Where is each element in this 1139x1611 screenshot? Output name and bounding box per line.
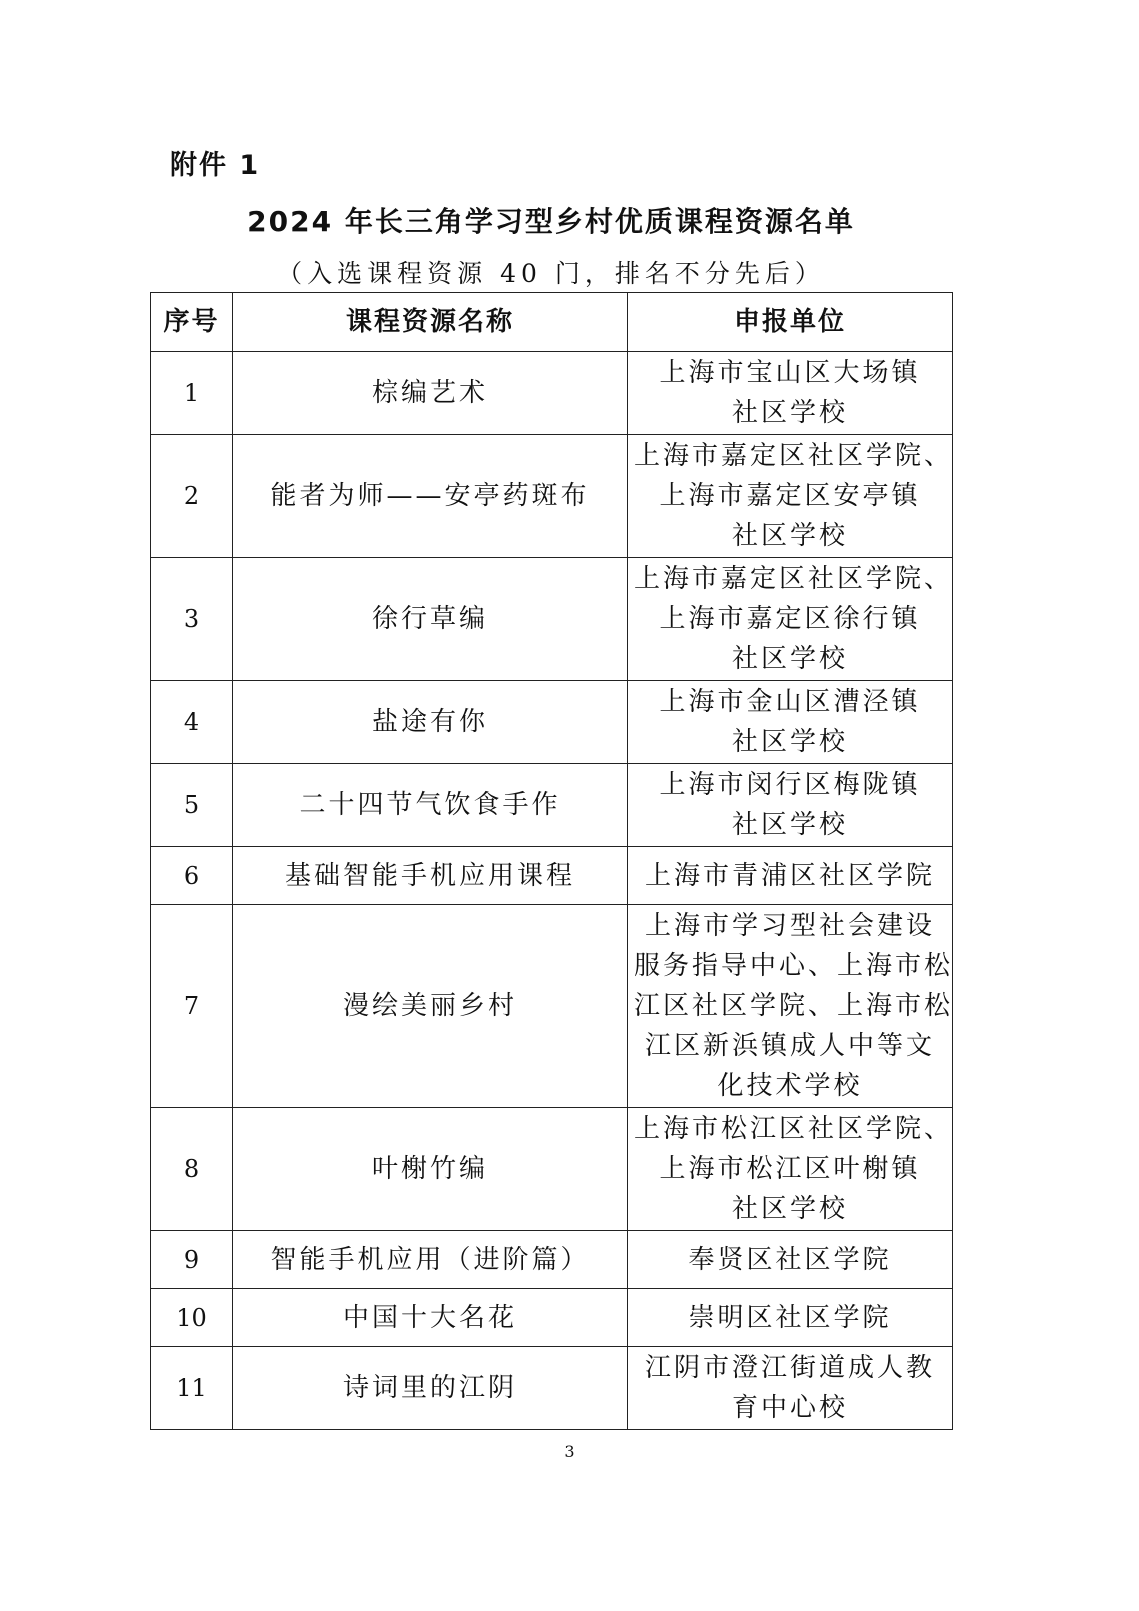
applicant-unit (628, 905, 953, 1108)
applicant-unit-line: 服务指导中心、上海市松 (634, 951, 954, 981)
applicant-unit-line: 上海市青浦区社区学院 (644, 860, 935, 891)
course-resource-table (150, 292, 953, 1430)
course-name: 漫绘美丽乡村 (233, 905, 628, 1108)
applicant-unit-line: 育中心校 (731, 1393, 848, 1423)
table-header-row (151, 293, 953, 352)
table-row (151, 1108, 953, 1231)
applicant-unit-line: 上海市松江区叶榭镇 (659, 1154, 921, 1184)
table-body (151, 352, 953, 1430)
applicant-unit-line: 化技术学校 (717, 1071, 863, 1101)
applicant-unit-line: 社区学校 (731, 398, 848, 428)
applicant-unit-line: 社区学校 (731, 644, 848, 674)
header-applicant-unit: 申报单位 (628, 293, 953, 352)
course-name: 中国十大名花 (233, 1289, 628, 1347)
course-name: 基础智能手机应用课程 (233, 847, 628, 905)
row-index: 8 (151, 1108, 233, 1231)
row-index: 3 (151, 558, 233, 681)
attachment-label: 附件 1 (170, 150, 261, 181)
applicant-unit (628, 1289, 953, 1347)
course-name: 智能手机应用（进阶篇） (233, 1231, 628, 1289)
course-name: 盐途有你 (233, 681, 628, 764)
row-index: 10 (151, 1289, 233, 1347)
table-row (151, 1231, 953, 1289)
applicant-unit-line: 江区社区学院、上海市松 (634, 991, 954, 1021)
row-index: 9 (151, 1231, 233, 1289)
course-name: 棕编艺术 (233, 352, 628, 435)
row-index: 6 (151, 847, 233, 905)
applicant-unit (628, 1231, 953, 1289)
course-name: 叶榭竹编 (233, 1108, 628, 1231)
applicant-unit-line: 上海市金山区漕泾镇 (659, 687, 921, 717)
table-row (151, 681, 953, 764)
applicant-unit-line: 社区学校 (731, 521, 848, 551)
table-row (151, 1347, 953, 1430)
table-row (151, 1289, 953, 1347)
applicant-unit-line: 上海市宝山区大场镇 (659, 358, 921, 388)
applicant-unit (628, 847, 953, 905)
applicant-unit-line: 江区新浜镇成人中等文 (644, 1031, 935, 1061)
row-index: 11 (151, 1347, 233, 1430)
table-row (151, 847, 953, 905)
course-name: 徐行草编 (233, 558, 628, 681)
applicant-unit (628, 558, 953, 681)
applicant-unit-line: 社区学校 (731, 810, 848, 840)
applicant-unit-line: 上海市嘉定区社区学院、 (634, 564, 954, 594)
row-index: 5 (151, 764, 233, 847)
applicant-unit-line: 江阴市澄江街道成人教 (644, 1353, 935, 1383)
table-row (151, 435, 953, 558)
table-row (151, 352, 953, 435)
applicant-unit-line: 上海市松江区社区学院、 (634, 1114, 954, 1144)
applicant-unit-line: 社区学校 (731, 1194, 848, 1224)
document-title: 2024 年长三角学习型乡村优质课程资源名单 (247, 205, 855, 238)
row-index: 4 (151, 681, 233, 764)
applicant-unit-line: 社区学校 (731, 727, 848, 757)
applicant-unit-line: 上海市嘉定区安亭镇 (659, 481, 921, 511)
document-subtitle: （入选课程资源 40 门，排名不分先后） (277, 259, 825, 288)
course-name: 诗词里的江阴 (233, 1347, 628, 1430)
applicant-unit-line: 上海市闵行区梅陇镇 (659, 770, 921, 800)
applicant-unit (628, 681, 953, 764)
applicant-unit (628, 352, 953, 435)
course-name: 能者为师——安亭药斑布 (233, 435, 628, 558)
course-name: 二十四节气饮食手作 (233, 764, 628, 847)
table-row (151, 764, 953, 847)
header-course-name: 课程资源名称 (233, 293, 628, 352)
table-row (151, 905, 953, 1108)
table-row (151, 558, 953, 681)
row-index: 2 (151, 435, 233, 558)
applicant-unit-line: 上海市嘉定区社区学院、 (634, 441, 954, 471)
row-index: 1 (151, 352, 233, 435)
applicant-unit-line: 上海市嘉定区徐行镇 (659, 604, 921, 634)
applicant-unit-line: 奉贤区社区学院 (688, 1244, 892, 1275)
applicant-unit-line: 上海市学习型社会建设 (644, 911, 935, 941)
header-index: 序号 (151, 293, 233, 352)
applicant-unit-line: 崇明区社区学院 (688, 1302, 892, 1333)
applicant-unit (628, 1347, 953, 1430)
applicant-unit (628, 1108, 953, 1231)
row-index: 7 (151, 905, 233, 1108)
page-number: 3 (564, 1442, 575, 1461)
applicant-unit (628, 435, 953, 558)
applicant-unit (628, 764, 953, 847)
